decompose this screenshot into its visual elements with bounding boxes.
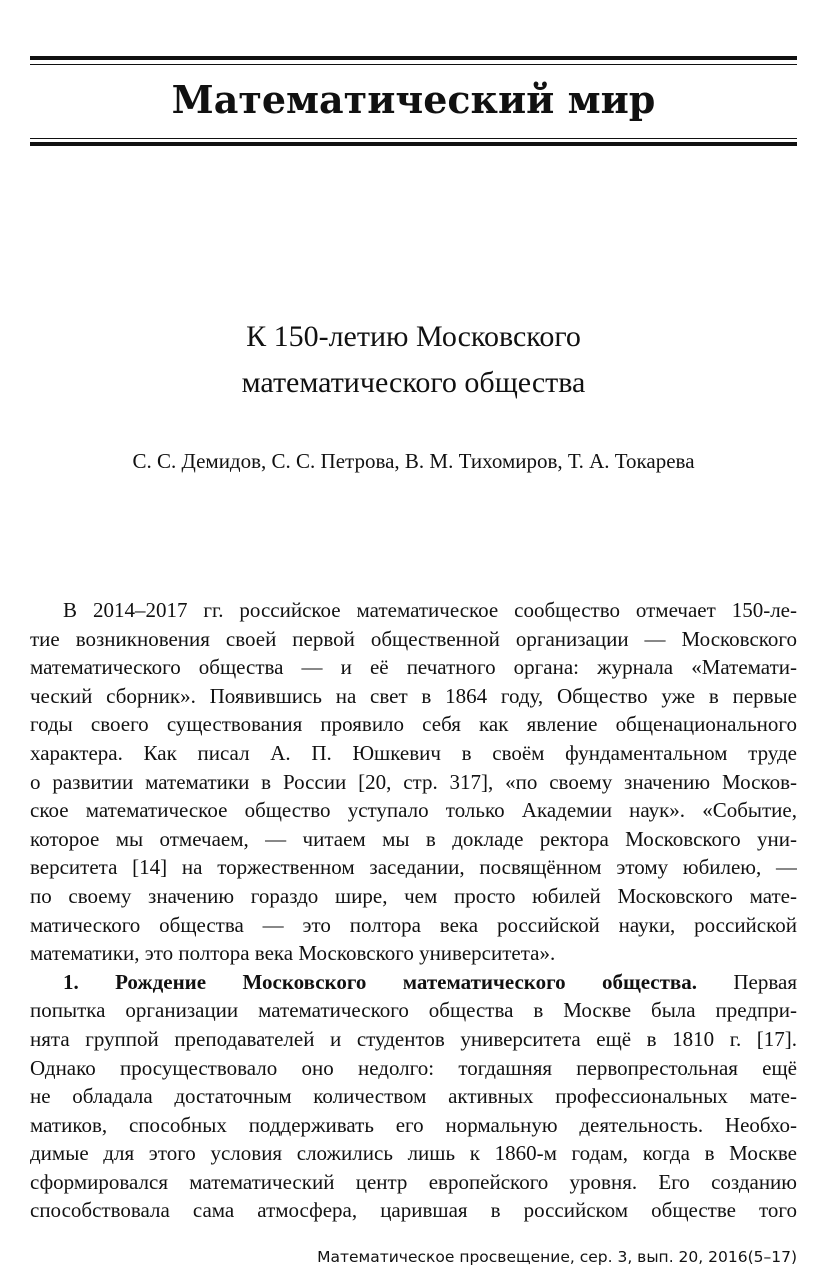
authors: С. С. Демидов, С. С. Петрова, В. М. Тихомиров, Т. А. Токарева <box>132 449 695 473</box>
header-rule-bottom-thin <box>30 138 797 139</box>
article-body <box>30 596 797 1225</box>
article-title <box>30 314 797 406</box>
body-line: матиков, способных поддерживать его нормальную деятельность. Необхо- <box>30 1112 797 1137</box>
body-line: верситета [14] на торжественном заседании, посвящённом этому юбилею, — <box>30 855 797 880</box>
header-rule-top-thin <box>30 64 797 65</box>
body-line: тие возникновения своей первой общественной организации — Московского <box>30 626 797 651</box>
body-line: по своему значению гораздо шире, чем просто юбилей Московского мате- <box>30 883 797 908</box>
body-line: Однако просуществовало оно недолго: тогдашняя первопрестольная ещё <box>30 1055 797 1080</box>
body-line: не обладала достаточным количеством активных профессиональных мате- <box>30 1084 797 1109</box>
section-1-heading: 1. Рождение Московского математического общества. <box>63 969 698 994</box>
body-line: попытка организации математического общества в Москве была предпри- <box>30 998 797 1023</box>
body-line: ческий сборник». Появившись на свет в 1864 году, Общество уже в первые <box>30 683 797 708</box>
article-title-line-1: К 150-летию Московского <box>246 320 581 353</box>
section-header: Математический мир <box>171 77 656 122</box>
body-line: математического общества — и её печатного органа: журнала «Математи- <box>30 655 797 680</box>
body-line: нята группой преподавателей и студентов университета ещё в 1810 г. [17]. <box>30 1026 797 1051</box>
article-title-line-2: математического общества <box>241 366 586 399</box>
body-line: о развитии математики в России [20, стр. 317], «по своему значению Москов- <box>30 769 797 794</box>
body-line: В 2014–2017 гг. российское математическое сообщество отмечает 150-ле- <box>63 598 797 622</box>
body-line: матического общества — это полтора века российской науки, российской <box>30 912 797 937</box>
body-line: которое мы отмечаем, — читаем мы в докладе ректора Московского уни- <box>30 826 797 851</box>
body-line: ское математическое общество уступало только Академии наук». «Событие, <box>30 798 797 823</box>
section-1-first-line <box>30 968 797 997</box>
body-line: димые для этого условия сложились лишь к 1860-м годам, когда в Москве <box>30 1141 797 1166</box>
body-line: годы своего существования проявило себя как явление общенационального <box>30 712 797 737</box>
section-1-lead: Первая <box>733 969 797 994</box>
header-rule-bottom-thick <box>30 142 797 146</box>
body-line: сформировался математический центр европейского уровня. Его созданию <box>30 1169 797 1194</box>
journal-footer: Математическое просвещение, сер. 3, вып. 20, 2016(5–17) <box>317 1248 797 1266</box>
body-line: математики, это полтора века Московского университета». <box>30 941 556 966</box>
body-line: способствовала сама атмосфера, царившая в российском обществе того <box>30 1198 797 1223</box>
header-rule-top-thick <box>30 56 797 60</box>
body-line: характера. Как писал А. П. Юшкевич в своём фундаментальном труде <box>30 740 797 765</box>
